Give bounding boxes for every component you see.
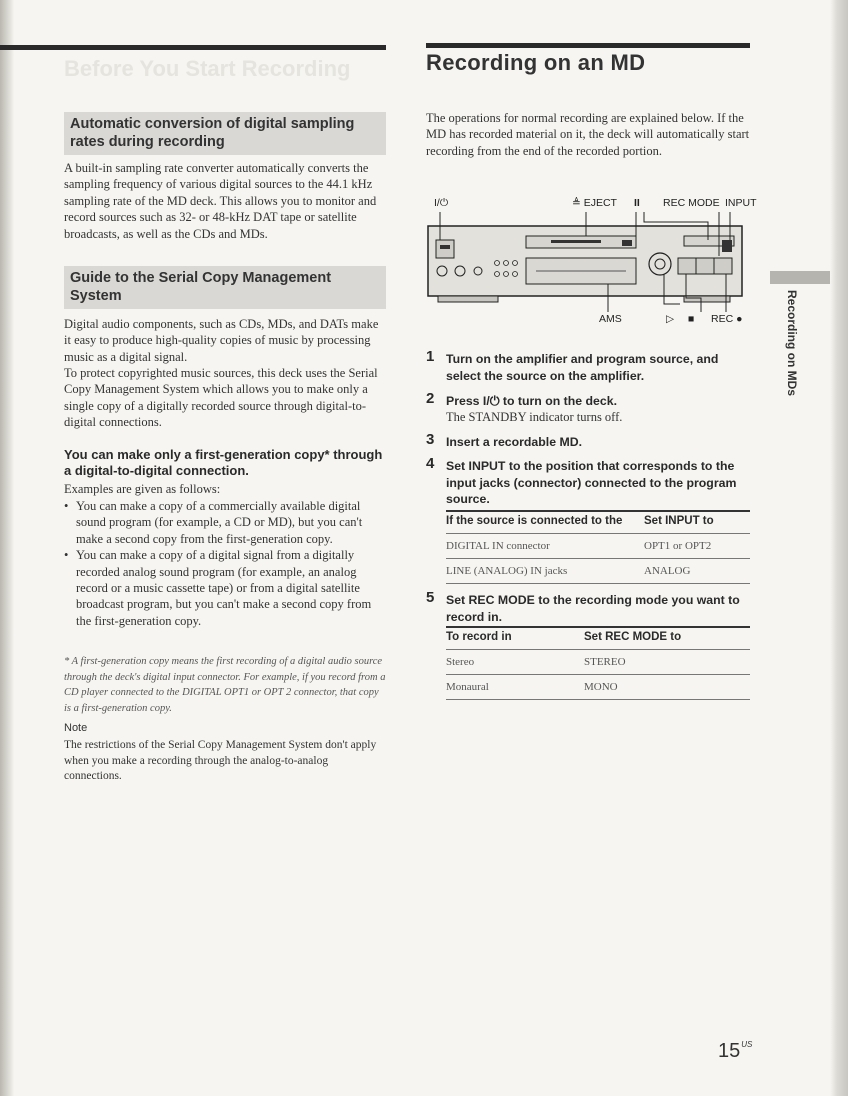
rec-label: REC ● <box>711 313 743 325</box>
table-header: To record in <box>446 627 584 650</box>
table-header: Set INPUT to <box>644 511 750 534</box>
deck-foot-left <box>438 296 498 302</box>
note-label: Note <box>64 722 88 734</box>
power-label: I/⏻ <box>434 197 449 209</box>
scms-paragraph-2: To protect copyrighted music sources, this deck uses the Serial Copy Management System which allows you to make only a single copy of a digitally recorded source through digital-to-digital connections. <box>64 366 378 430</box>
step-2-body: The STANDBY indicator turns off. <box>446 410 623 424</box>
ams-label: AMS <box>599 313 622 325</box>
list-item: • You can make a copy of a digital signal from a digitally recorded analog sound program (for example, an analog record or a music cassette tape) or from a digital satellite broadcast program, but you can't make a second copy from the first-generation copy. <box>64 547 386 629</box>
examples-intro: Examples are given as follows: <box>64 482 221 496</box>
play-label: ▷ <box>666 313 675 325</box>
page-title: Recording on an MD <box>426 50 646 75</box>
eject-button-shape <box>622 240 632 246</box>
stop-label: ■ <box>688 313 695 325</box>
rec-mode-label: REC MODE <box>663 197 720 209</box>
page-edge-shadow <box>830 0 848 1096</box>
step-1: 1 Turn on the amplifier and program source, and select the source on the amplifier. <box>426 348 719 383</box>
input-table <box>446 510 750 584</box>
page-number: $15^{US}$ <box>718 1040 753 1062</box>
table-cell: MONO <box>584 675 750 700</box>
sampling-paragraph: A built-in sampling rate converter automatically converts the sampling frequency of various digital sources to the 44.1 kHz sampling rate of the MD deck. This allows you to monitor and record sources such as 32- or 48-kHz DAT tape or satellite broadcasts, as well as the CDs and MDs. <box>64 161 377 241</box>
examples-list <box>64 498 386 629</box>
section-heading-sampling: Automatic conversion of digital sampling rates during recording <box>64 112 386 155</box>
left-header-rule <box>0 45 386 50</box>
table-cell: Monaural <box>446 675 584 700</box>
step-3: 3 Insert a recordable MD. <box>426 431 582 449</box>
recording-intro: The operations for normal recording are explained below. If the MD has recorded material on it, the deck will automatically start recording from the end of the recorded portion. <box>426 111 750 158</box>
table-cell: ANALOG <box>644 559 750 584</box>
section-tab-marker <box>770 271 830 284</box>
table-cell: STEREO <box>584 650 750 675</box>
bleed-through-title: Before You Start Recording <box>64 56 351 81</box>
first-generation-subhead: You can make only a first-generation copy* through a digital-to-digital connection. <box>64 447 383 478</box>
step-5: 5 Set REC MODE to the recording mode you want to record in. <box>426 589 740 624</box>
note-body: The restrictions of the Serial Copy Management System don't apply when you make a recording through the analog-to-analog connections. <box>64 739 377 782</box>
step-4: 4 Set INPUT to the position that corresponds to the input jacks (connector) connected to the program source. <box>426 455 737 506</box>
table-header: Set REC MODE to <box>584 627 750 650</box>
step-2: 2 Press I/⏻ to turn on the deck. <box>426 390 617 408</box>
table-row <box>446 559 750 584</box>
eject-label: ≜ EJECT <box>572 197 617 209</box>
table-cell: LINE (ANALOG) IN jacks <box>446 559 644 584</box>
table-row <box>446 675 750 700</box>
table-cell: Stereo <box>446 650 584 675</box>
right-header-rule <box>426 43 750 48</box>
table-row <box>446 650 750 675</box>
input-label: INPUT <box>725 197 757 209</box>
list-item: • You can make a copy of a commercially available digital sound program (for example, a CD or MD), but you can't make a second copy from the first-generation copy. <box>64 498 386 547</box>
table-cell: DIGITAL IN connector <box>446 534 644 559</box>
page-binding-shadow <box>0 0 14 1096</box>
scms-paragraph-1: Digital audio components, such as CDs, MDs, and DATs make it easy to produce high-quality copies of music by processing music as a digital signal. <box>64 317 379 364</box>
first-generation-footnote: * A first-generation copy means the first recording of a digital audio source through the deck's digital input connector. For example, if you record from a CD player connected to the DIGITAL OPT1 or OPT 2 connector, that copy is a first-generation copy. <box>64 656 386 714</box>
transport-buttons <box>678 258 732 274</box>
table-header: If the source is connected to the <box>446 511 644 534</box>
pause-label: II <box>634 197 640 209</box>
section-heading-scms: Guide to the Serial Copy Management System <box>64 266 386 309</box>
rec-mode-table <box>446 626 750 700</box>
section-tab-label: Recording on MDs <box>785 290 799 397</box>
table-row <box>446 534 750 559</box>
deck-foot-right <box>684 296 730 302</box>
table-cell: OPT1 or OPT2 <box>644 534 750 559</box>
md-deck-diagram <box>426 200 756 330</box>
